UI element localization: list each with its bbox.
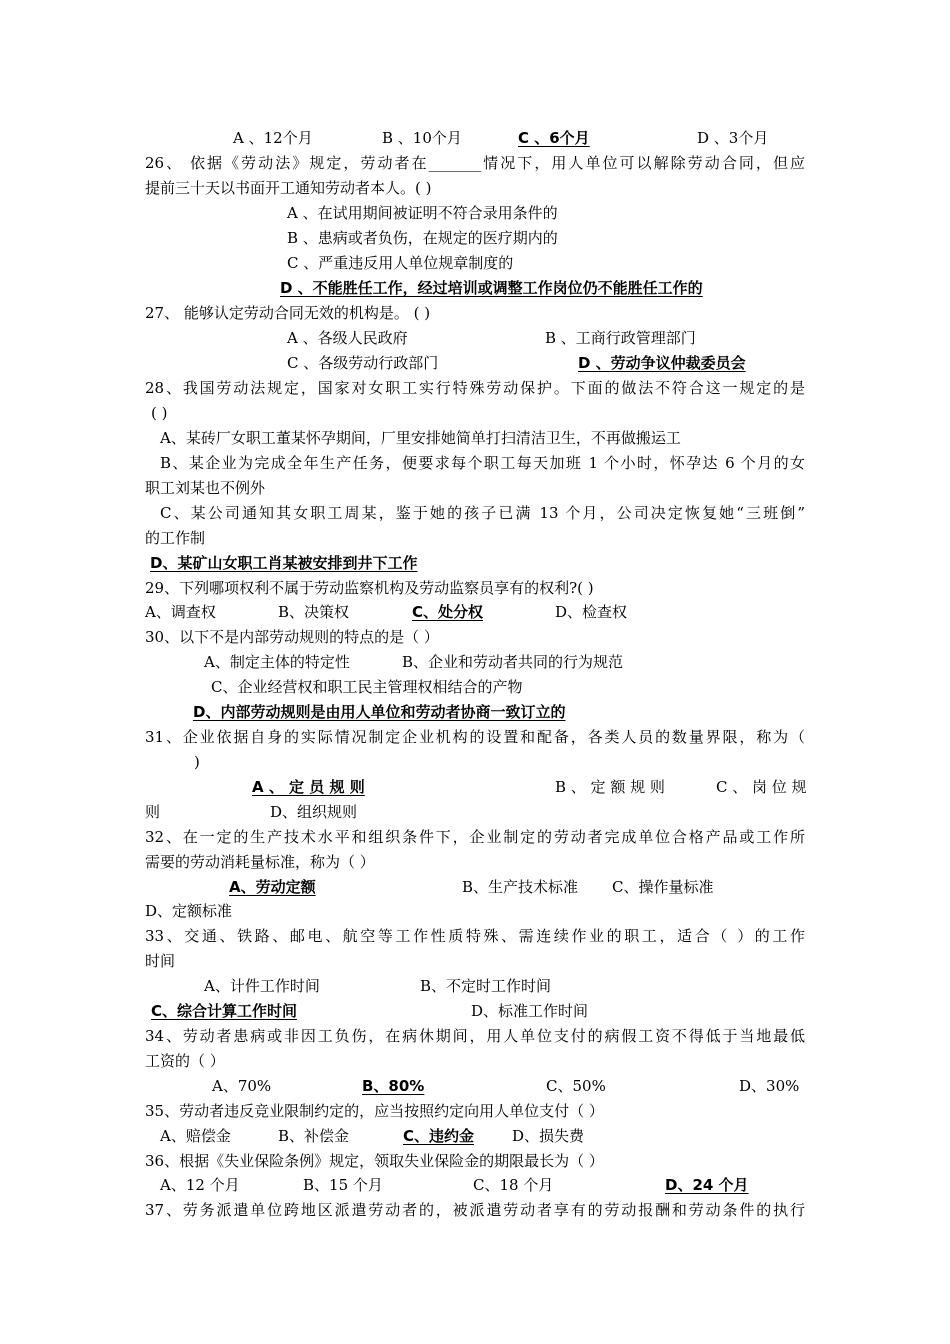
q26-question-line2: 提前三十天以书面开工通知劳动者本人。( ) [145, 179, 432, 197]
q34-option-a: A、70% [212, 1077, 272, 1095]
q25-option-a: A 、12个月 [233, 129, 313, 147]
q31-option-b: B 、 定 额 规 则 [555, 778, 665, 796]
q36-option-d-answer: D、24 个月 [665, 1176, 749, 1194]
q28-option-c-line1: C、某公司通知其女职工周某，鉴于她的孩子已满 13 个月，公司决定恢复她“三班倒” [160, 504, 805, 522]
q35-option-d: D、损失费 [512, 1127, 585, 1145]
q32-option-b: B、生产技术标准 [462, 878, 579, 896]
q33-option-b: B、不定时工作时间 [420, 977, 552, 995]
q26-option-a: A 、在试用期间被证明不符合录用条件的 [287, 204, 558, 222]
q36-option-b: B、15 个月 [303, 1176, 383, 1194]
q31-option-d: D、组织规则 [270, 803, 358, 821]
q33-option-d: D、标准工作时间 [471, 1002, 589, 1020]
q36-option-a: A、12 个月 [160, 1176, 240, 1194]
q34-question-line1: 34、劳动者患病或非因工负伤，在病休期间，用人单位支付的病假工资不得低于当地最低 [145, 1027, 805, 1045]
q25-option-d: D 、3个月 [697, 129, 769, 147]
q28-option-d-answer: D、某矿山女职工肖某被安排到井下工作 [150, 554, 418, 572]
q29-option-a: A、调查权 [145, 603, 216, 621]
q32-question-line1: 32、在一定的生产技术水平和组织条件下，企业制定的劳动者完成单位合格产品或工作所 [145, 828, 805, 846]
q31-question-line1: 31、企业依据自身的实际情况制定企业机构的设置和配备，各类人员的数量界限，称为（ [145, 728, 805, 746]
q25-option-b: B 、10个月 [382, 129, 462, 147]
q29-option-c-answer: C、处分权 [412, 603, 484, 621]
q36-question: 36、根据《失业保险条例》规定，领取失业保险金的期限最长为（ ） [145, 1152, 604, 1170]
q26-question-line1: 26、 依据《劳动法》规定，劳动者在_______情况下，用人单位可以解除劳动合同，但应 [145, 154, 805, 172]
q34-option-c: C、50% [546, 1077, 606, 1095]
q26-option-d-answer: D 、不能胜任工作，经过培训或调整工作岗位仍不能胜任工作的 [280, 279, 703, 297]
q35-option-c-answer: C、违约金 [403, 1127, 475, 1145]
q36-option-c: C、18 个月 [473, 1176, 554, 1194]
q30-option-c: C、企业经营权和职工民主管理权相结合的产物 [211, 678, 523, 696]
q27-option-d-answer: D 、劳动争议仲裁委员会 [578, 354, 746, 372]
q30-option-a: A、制定主体的特定性 [204, 653, 350, 671]
q28-option-b-line1: B、某企业为完成全年生产任务，便要求每个职工每天加班 1 个小时，怀孕达 6 个月的女 [160, 454, 805, 472]
q28-option-a: A、某砖厂女职工董某怀孕期间，厂里安排她简单打扫清洁卫生，不再做搬运工 [160, 429, 681, 447]
q32-option-d: D、定额标准 [145, 902, 233, 920]
q32-question-line2: 需要的劳动消耗量标准，称为（ ） [145, 853, 375, 871]
q33-question-line2: 时间 [145, 952, 176, 970]
q35-question: 35、劳动者违反竞业限制约定的，应当按照约定向用人单位支付（ ） [145, 1102, 604, 1120]
q34-option-d: D、30% [739, 1077, 800, 1095]
q33-question-line1: 33、交通、铁路、邮电、航空等工作性质特殊、需连续作业的职工，适合（ ）的工作 [145, 927, 805, 945]
q29-option-b: B、决策权 [278, 603, 350, 621]
q31-question-line2: ) [194, 753, 200, 771]
q30-question: 30、以下不是内部劳动规则的特点的是（ ） [145, 628, 439, 646]
q27-question: 27、 能够认定劳动合同无效的机构是。 ( ) [145, 304, 431, 322]
q26-option-c: C 、严重违反用人单位规章制度的 [287, 254, 514, 272]
q27-option-c: C 、各级劳动行政部门 [287, 354, 439, 372]
q31-option-c: C 、 岗 位 规 [716, 778, 807, 796]
q25-option-c-answer: C 、6个月 [518, 129, 590, 147]
q32-option-a-answer: A、劳动定额 [229, 878, 316, 896]
q33-option-a: A、计件工作时间 [204, 977, 320, 995]
q33-option-c-answer: C、综合计算工作时间 [151, 1002, 298, 1020]
q37-question-line1: 37、劳务派遣单位跨地区派遣劳动者的，被派遣劳动者享有的劳动报酬和劳动条件的执行 [145, 1201, 805, 1219]
q35-option-b: B、补偿金 [278, 1127, 350, 1145]
q28-question-line1: 28、我国劳动法规定，国家对女职工实行特殊劳动保护。下面的做法不符合这一规定的是 [145, 379, 805, 397]
q30-option-b: B、企业和劳动者共同的行为规范 [402, 653, 624, 671]
q31-option-a-answer: A 、 定 员 规 则 [252, 778, 365, 796]
q32-option-c: C、操作量标准 [612, 878, 714, 896]
q28-option-c-line2: 的工作制 [145, 529, 206, 547]
q34-option-b-answer: B、80% [362, 1077, 425, 1095]
q28-question-line2: ( ) [151, 404, 168, 422]
q26-option-b: B 、患病或者负伤，在规定的医疗期内的 [287, 229, 558, 247]
q31-option-c-continued: 则 [145, 803, 161, 821]
q27-option-a: A 、各级人民政府 [287, 329, 408, 347]
q35-option-a: A、赔偿金 [160, 1127, 231, 1145]
q28-option-b-line2: 职工刘某也不例外 [145, 479, 266, 497]
q30-option-d-answer: D、内部劳动规则是由用人单位和劳动者协商一致订立的 [193, 703, 566, 721]
q29-option-d: D、检查权 [555, 603, 628, 621]
q34-question-line2: 工资的（ ） [145, 1052, 225, 1070]
q29-question: 29、下列哪项权利不属于劳动监察机构及劳动监察员享有的权利?( ) [145, 579, 594, 597]
q27-option-b: B 、工商行政管理部门 [545, 329, 696, 347]
